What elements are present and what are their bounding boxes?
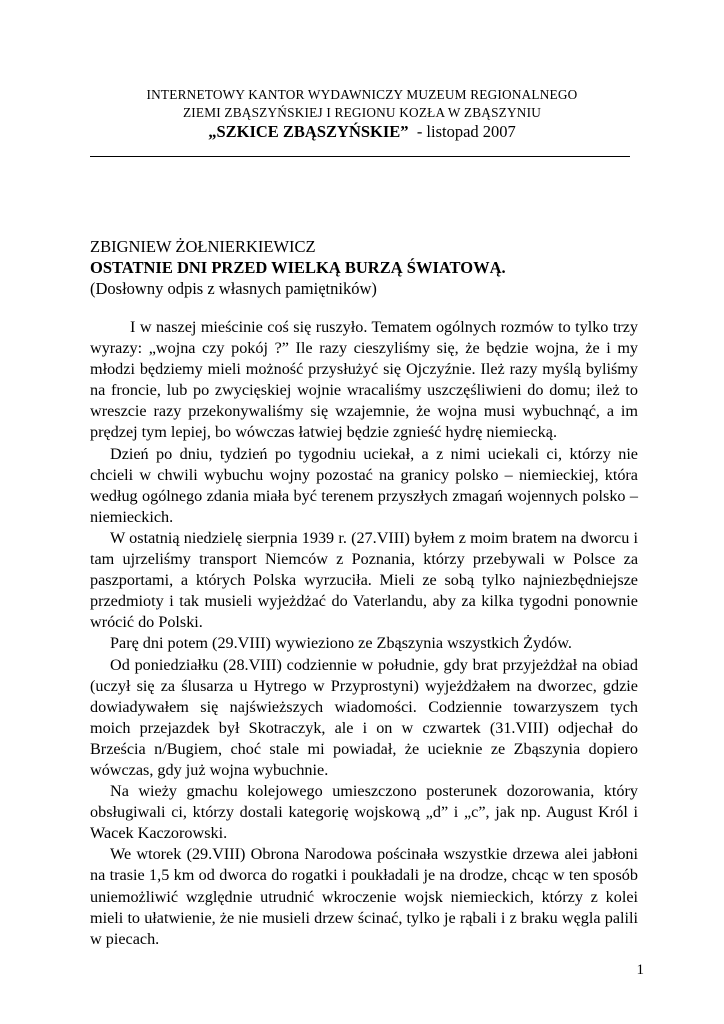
article-subtitle: (Dosłowny odpis z własnych pamiętników)	[90, 279, 377, 298]
article-heading	[90, 236, 650, 299]
paragraph-1: I w naszej mieścinie coś się ruszyło. Tematem ogólnych rozmów to tylko trzy wyrazy: „wojna czy pokój ?” Ile razy cieszyliśmy się, że będzie wojna, że i my młodzi będziemy mieli możność przysłużyć się Ojczyźnie. Ileż razy myślą byliśmy na froncie, lub po zwycięskiej wojnie wracaliśmy uszczęśliwieni do domu; ileż to wreszcie razy przekonywaliśmy się wzajemnie, że wojna musi wybuchnąć, a im prędzej tym lepiej, bo wówczas łatwiej będzie zgnieść hydrę niemiecką.	[90, 318, 638, 442]
paragraph-5: Od poniedziałku (28.VIII) codziennie w południe, gdy brat przyjeżdżał na obiad (uczył się za ślusarza u Hytrego w Przyprostyni) wyjeżdżałem na dworzec, gdzie dowiadywałem się najświeższych wiadomości. Codziennie towarzyszem tych moich przejazdek był Skotraczyk, ale i on w czwartek (31.VIII) odjechał do Brześcia n/Bugiem, choć stale mi powiadał, że ucieknie ze Zbąszynia dopiero wówczas, gdy już wojna wybuchnie.	[90, 655, 638, 779]
article-body	[90, 317, 638, 950]
publisher-line-2: ZIEMI ZBĄSZYŃSKIEJ I REGIONU KOZŁA W ZBĄSZYNIU	[182, 105, 542, 120]
paragraph-4: Parę dni potem (29.VIII) wywieziono ze Zbąszynia wszystkich Żydów.	[110, 634, 572, 653]
publisher-line-1: INTERNETOWY KANTOR WYDAWNICZY MUZEUM REGIONALNEGO	[146, 87, 578, 102]
article-title: OSTATNIE DNI PRZED WIELKĄ BURZĄ ŚWIATOWĄ.	[90, 258, 506, 277]
publication-title: „SZKICE ZBĄSZYŃSKIE”	[208, 122, 409, 141]
article-author: ZBIGNIEW ŻOŁNIERKIEWICZ	[90, 237, 316, 256]
paragraph-3: W ostatnią niedzielę sierpnia 1939 r. (27.VIII) byłem z moim bratem na dworcu i tam ujrzeliśmy transport Niemców z Poznania, którzy przebywali w Polsce za paszportami, a których Polska wyrzuciła. Mieli ze sobą tylko najniezbędniejsze przedmioty i tak musieli wyjeżdżać do Vaterlandu, aby za kilka tygodni ponownie wrócić do Polski.	[90, 528, 638, 632]
issue-date: - listopad 2007	[416, 122, 516, 141]
publisher-header	[60, 86, 664, 141]
header-divider	[90, 156, 630, 157]
paragraph-7: We wtorek (29.VIII) Obrona Narodowa pościnała wszystkie drzewa alei jabłoni na trasie 1,5 km od dworca do rogatki i poukładali je na drodze, chcąc w ten sposób uniemożliwić względnie utrudnić wkroczenie wojsk niemieckich, którzy z kolei mieli to ułatwienie, że nie musieli drzew ścinać, tylko je rąbali i z braku węgla palili w piecach.	[90, 845, 638, 948]
publication-line	[60, 123, 664, 141]
paragraph-2: Dzień po dniu, tydzień po tygodniu uciekał, a z nimi uciekali ci, którzy nie chcieli w chwili wybuchu wojny pozostać na granicy polsko – niemieckiej, która według ogólnego zdania miała być terenem przyszłych zmagań wojennych polsko – niemieckich.	[90, 444, 638, 526]
page-number: 1	[636, 962, 644, 978]
paragraph-6: Na wieży gmachu kolejowego umieszczono posterunek dozorowania, który obsługiwali ci, którzy dostali kategorię wojskową „d” i „c”, jak np. August Król i Wacek Kaczorowski.	[90, 782, 638, 843]
